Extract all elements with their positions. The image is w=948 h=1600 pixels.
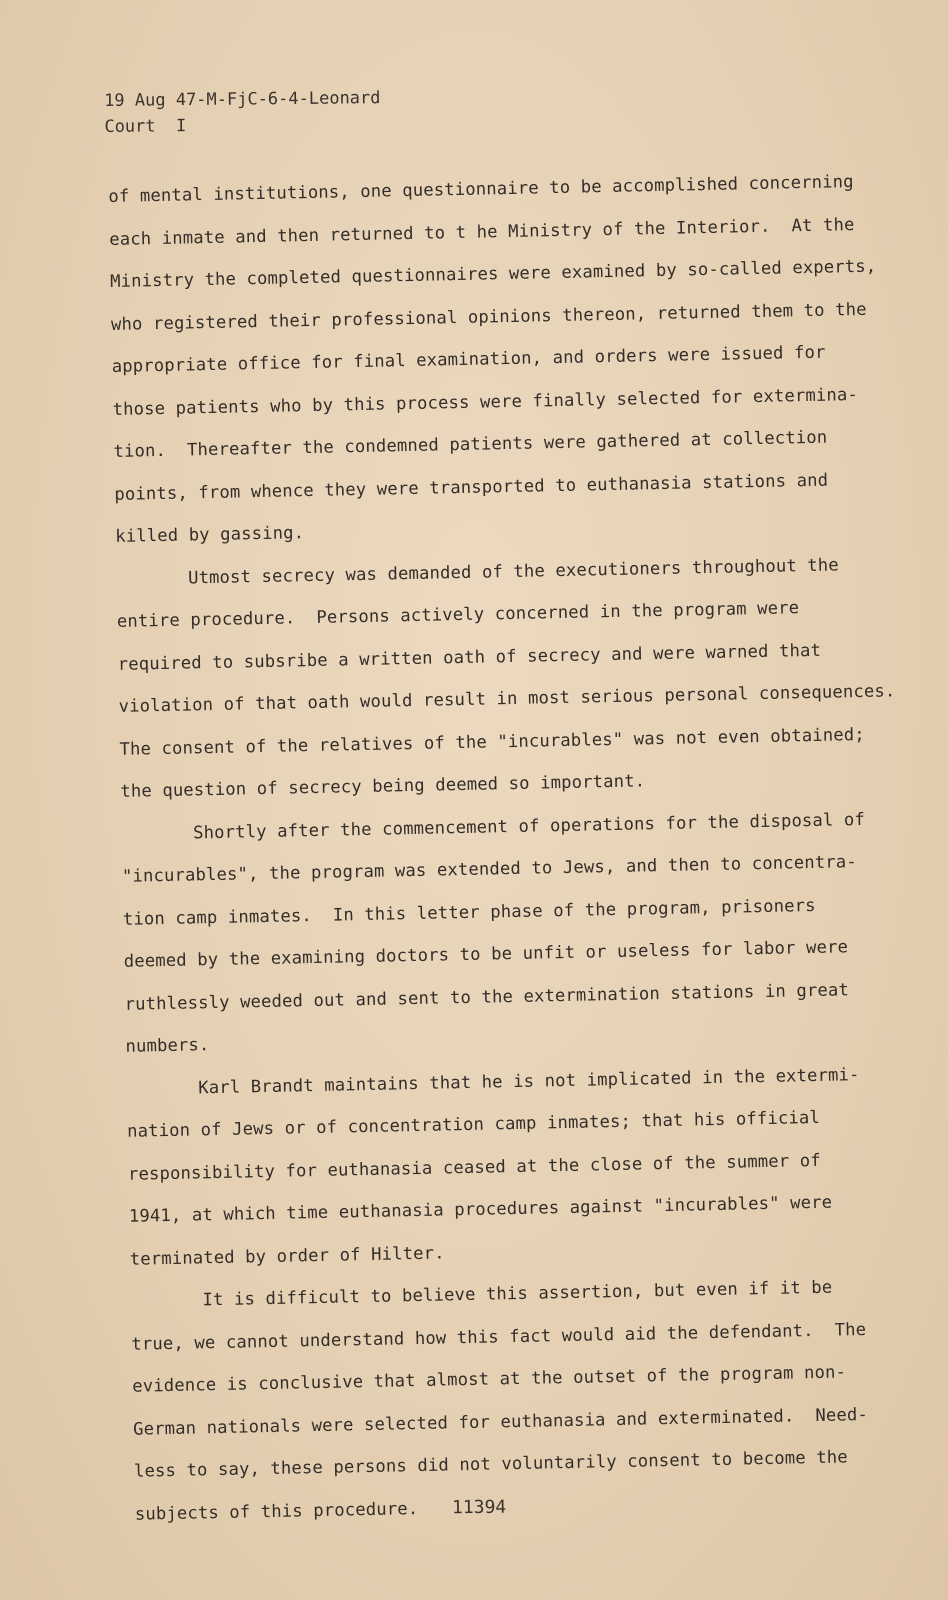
text-line: of mental institutions, one questionnaire to be accomplished concerning	[108, 172, 854, 207]
text-line: terminated by order of Hilter.	[129, 1242, 445, 1270]
text-line: tion. Thereafter the condemned patients were gathered at collection	[113, 427, 828, 462]
text-line: 1941, at which time euthanasia procedures against "incurables" were	[128, 1192, 833, 1227]
text-line: true, we cannot understand how this fact would aid the defendant. The	[131, 1319, 867, 1355]
text-line: violation of that oath would result in most serious personal consequences.	[118, 681, 896, 717]
text-line: each inmate and then returned to t he Ministry of the Interior. At the	[109, 214, 855, 250]
text-line: the question of secrecy being deemed so important.	[120, 771, 646, 802]
text-line: points, from whence they were transported to euthanasia stations and	[114, 470, 829, 505]
paragraph-5	[130, 1266, 875, 1536]
text-line: appropriate office for final examination, and orders were issued for	[111, 342, 826, 377]
text-line: numbers.	[125, 1035, 210, 1057]
paragraph-4	[126, 1053, 870, 1280]
header-reference-line: 19 Aug 47-M-FjC-6-4-Leonard	[104, 88, 381, 111]
text-line: The consent of the relatives of the "incurables" was not even obtained;	[119, 724, 865, 760]
text-line: subjects of this procedure.	[134, 1498, 419, 1525]
text-line: German nationals were selected for euthanasia and exterminated. Need-	[132, 1404, 869, 1440]
text-line: evidence is conclusive that almost at the outset of the program non-	[132, 1362, 847, 1397]
paragraph-2	[116, 544, 896, 814]
text-line: ruthlessly weeded out and sent to the extermination stations in great	[124, 979, 850, 1015]
text-line: Utmost secrecy was demanded of the executioners throughout the	[187, 554, 840, 588]
text-line: deemed by the examining doctors to be unfit or useless for labor were	[123, 937, 849, 972]
text-line: "incurables", the program was extended to Jews, and then to concentra-	[121, 852, 857, 887]
text-line: tion camp inmates. In this letter phase of the program, prisoners	[122, 895, 816, 930]
page-number: 11394	[451, 1496, 507, 1519]
text-line: Karl Brandt maintains that he is not implicated in the extermi-	[198, 1064, 860, 1098]
text-line: required to subsribe a written oath of secrecy and were warned that	[117, 640, 822, 675]
text-line: those patients who by this process were finally selected for extermina-	[112, 384, 859, 420]
text-line: It is difficult to believe this assertion, but even if it be	[202, 1277, 833, 1311]
text-line: killed by gassing.	[115, 523, 305, 547]
text-line: who registered their professional opinions thereon, returned them to the	[110, 299, 867, 335]
text-line: responsibility for euthanasia ceased at the close of the summer of	[127, 1150, 821, 1185]
text-line: less to say, these persons did not voluntarily consent to become the	[133, 1447, 848, 1482]
paragraph-1	[108, 161, 877, 558]
paragraph-3	[121, 799, 866, 1069]
text-line: Shortly after the commencement of operations for the disposal of	[193, 809, 866, 843]
text-line: entire procedure. Persons actively concerned in the program were	[116, 598, 800, 632]
text-line: Ministry the completed questionnaires were examined by so-called experts,	[109, 256, 877, 292]
header-court-line: Court I	[104, 116, 187, 137]
document-header	[104, 85, 381, 140]
text-line: nation of Jews or of concentration camp inmates; that his official	[126, 1107, 821, 1142]
document-body	[108, 161, 896, 1536]
